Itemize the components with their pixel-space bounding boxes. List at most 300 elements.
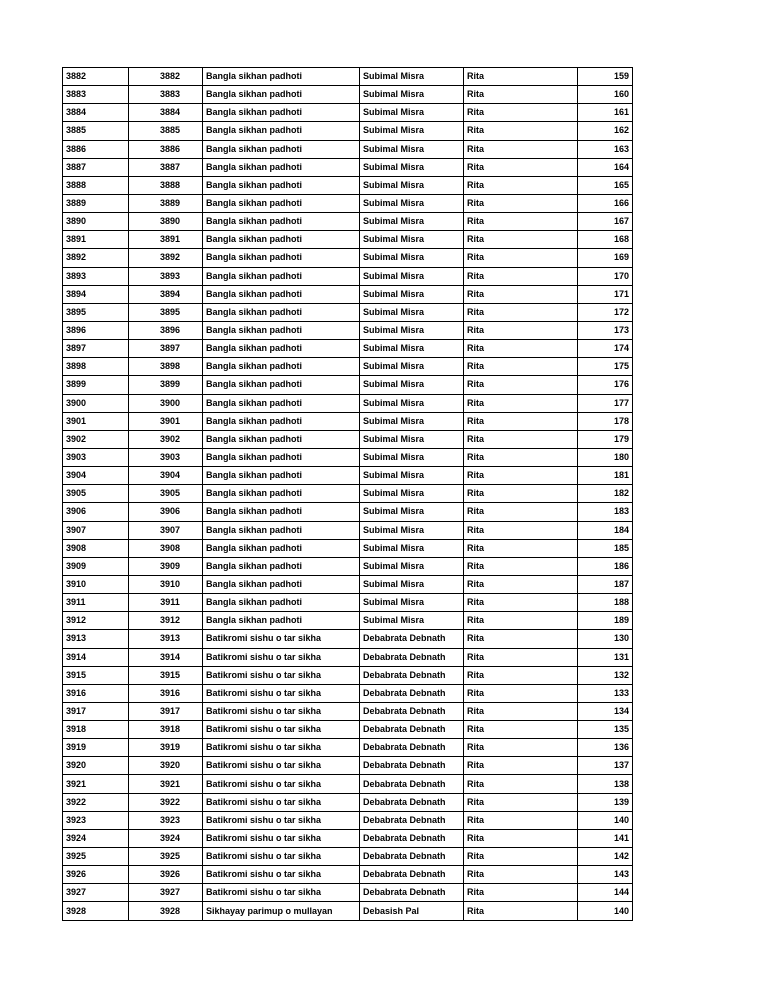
- serial-number-cell: 3905: [63, 485, 129, 503]
- serial-number-cell: 3915: [63, 666, 129, 684]
- title-cell: Batikromi sishu o tar sikha: [203, 757, 360, 775]
- author-cell: Debabrata Debnath: [360, 829, 464, 847]
- author-cell: Subimal Misra: [360, 612, 464, 630]
- publisher-cell: Rita: [464, 394, 578, 412]
- title-cell: Bangla sikhan padhoti: [203, 303, 360, 321]
- table-row: [63, 521, 633, 539]
- table-row: [63, 394, 633, 412]
- author-cell: Debabrata Debnath: [360, 848, 464, 866]
- publisher-cell: Rita: [464, 412, 578, 430]
- serial-number-cell: 3919: [63, 739, 129, 757]
- publisher-cell: Rita: [464, 303, 578, 321]
- page-count-cell: 143: [578, 866, 633, 884]
- serial-number-cell: 3898: [63, 358, 129, 376]
- author-cell: Subimal Misra: [360, 430, 464, 448]
- page-count-cell: 168: [578, 231, 633, 249]
- page-count-cell: 187: [578, 575, 633, 593]
- author-cell: Subimal Misra: [360, 140, 464, 158]
- page-count-cell: 175: [578, 358, 633, 376]
- accession-number-cell: 3892: [129, 249, 203, 267]
- page-count-cell: 160: [578, 86, 633, 104]
- publisher-cell: Rita: [464, 267, 578, 285]
- table-row: [63, 86, 633, 104]
- accession-number-cell: 3923: [129, 811, 203, 829]
- accession-number-cell: 3902: [129, 430, 203, 448]
- page-count-cell: 185: [578, 539, 633, 557]
- serial-number-cell: 3926: [63, 866, 129, 884]
- accession-number-cell: 3893: [129, 267, 203, 285]
- table-row: [63, 104, 633, 122]
- table-row: [63, 412, 633, 430]
- title-cell: Bangla sikhan padhoti: [203, 321, 360, 339]
- author-cell: Subimal Misra: [360, 539, 464, 557]
- serial-number-cell: 3901: [63, 412, 129, 430]
- publisher-cell: Rita: [464, 503, 578, 521]
- serial-number-cell: 3904: [63, 467, 129, 485]
- publisher-cell: Rita: [464, 358, 578, 376]
- serial-number-cell: 3897: [63, 340, 129, 358]
- title-cell: Bangla sikhan padhoti: [203, 485, 360, 503]
- page-count-cell: 178: [578, 412, 633, 430]
- table-row: [63, 594, 633, 612]
- accession-number-cell: 3897: [129, 340, 203, 358]
- table-row: [63, 340, 633, 358]
- publisher-cell: Rita: [464, 122, 578, 140]
- table-row: [63, 630, 633, 648]
- title-cell: Bangla sikhan padhoti: [203, 267, 360, 285]
- table-row: [63, 485, 633, 503]
- publisher-cell: Rita: [464, 811, 578, 829]
- table-row: [63, 249, 633, 267]
- serial-number-cell: 3912: [63, 612, 129, 630]
- author-cell: Subimal Misra: [360, 321, 464, 339]
- title-cell: Bangla sikhan padhoti: [203, 376, 360, 394]
- page-count-cell: 161: [578, 104, 633, 122]
- page-count-cell: 134: [578, 702, 633, 720]
- table-row: [63, 503, 633, 521]
- page-count-cell: 144: [578, 884, 633, 902]
- accession-number-cell: 3917: [129, 702, 203, 720]
- serial-number-cell: 3920: [63, 757, 129, 775]
- table-row: [63, 757, 633, 775]
- publisher-cell: Rita: [464, 194, 578, 212]
- accession-number-cell: 3916: [129, 684, 203, 702]
- table-row: [63, 557, 633, 575]
- publisher-cell: Rita: [464, 376, 578, 394]
- publisher-cell: Rita: [464, 612, 578, 630]
- title-cell: Bangla sikhan padhoti: [203, 430, 360, 448]
- page-count-cell: 176: [578, 376, 633, 394]
- table-row: [63, 140, 633, 158]
- title-cell: Bangla sikhan padhoti: [203, 194, 360, 212]
- author-cell: Subimal Misra: [360, 231, 464, 249]
- table-row: [63, 702, 633, 720]
- title-cell: Bangla sikhan padhoti: [203, 358, 360, 376]
- publisher-cell: Rita: [464, 321, 578, 339]
- title-cell: Batikromi sishu o tar sikha: [203, 739, 360, 757]
- page-count-cell: 163: [578, 140, 633, 158]
- table-row: [63, 648, 633, 666]
- author-cell: Subimal Misra: [360, 557, 464, 575]
- publisher-cell: Rita: [464, 575, 578, 593]
- publisher-cell: Rita: [464, 467, 578, 485]
- author-cell: Subimal Misra: [360, 303, 464, 321]
- title-cell: Bangla sikhan padhoti: [203, 122, 360, 140]
- title-cell: Batikromi sishu o tar sikha: [203, 666, 360, 684]
- page-count-cell: 142: [578, 848, 633, 866]
- serial-number-cell: 3924: [63, 829, 129, 847]
- serial-number-cell: 3888: [63, 176, 129, 194]
- table-row: [63, 721, 633, 739]
- accession-number-cell: 3914: [129, 648, 203, 666]
- serial-number-cell: 3893: [63, 267, 129, 285]
- publisher-cell: Rita: [464, 104, 578, 122]
- author-cell: Subimal Misra: [360, 358, 464, 376]
- author-cell: Subimal Misra: [360, 285, 464, 303]
- serial-number-cell: 3885: [63, 122, 129, 140]
- publisher-cell: Rita: [464, 884, 578, 902]
- title-cell: Bangla sikhan padhoti: [203, 231, 360, 249]
- accession-number-cell: 3919: [129, 739, 203, 757]
- table-row: [63, 303, 633, 321]
- serial-number-cell: 3882: [63, 68, 129, 86]
- title-cell: Bangla sikhan padhoti: [203, 68, 360, 86]
- serial-number-cell: 3887: [63, 158, 129, 176]
- author-cell: Subimal Misra: [360, 340, 464, 358]
- title-cell: Batikromi sishu o tar sikha: [203, 884, 360, 902]
- record-table-body: [63, 68, 633, 921]
- table-row: [63, 684, 633, 702]
- serial-number-cell: 3883: [63, 86, 129, 104]
- title-cell: Batikromi sishu o tar sikha: [203, 721, 360, 739]
- publisher-cell: Rita: [464, 249, 578, 267]
- publisher-cell: Rita: [464, 213, 578, 231]
- author-cell: Debabrata Debnath: [360, 721, 464, 739]
- page-count-cell: 177: [578, 394, 633, 412]
- page-count-cell: 162: [578, 122, 633, 140]
- page-count-cell: 174: [578, 340, 633, 358]
- publisher-cell: Rita: [464, 140, 578, 158]
- serial-number-cell: 3917: [63, 702, 129, 720]
- table-row: [63, 539, 633, 557]
- title-cell: Sikhayay parimup o mullayan: [203, 902, 360, 920]
- title-cell: Batikromi sishu o tar sikha: [203, 702, 360, 720]
- author-cell: Subimal Misra: [360, 176, 464, 194]
- table-row: [63, 213, 633, 231]
- serial-number-cell: 3916: [63, 684, 129, 702]
- title-cell: Batikromi sishu o tar sikha: [203, 811, 360, 829]
- page-count-cell: 173: [578, 321, 633, 339]
- serial-number-cell: 3890: [63, 213, 129, 231]
- accession-number-cell: 3910: [129, 575, 203, 593]
- title-cell: Bangla sikhan padhoti: [203, 594, 360, 612]
- accession-number-cell: 3918: [129, 721, 203, 739]
- accession-number-cell: 3888: [129, 176, 203, 194]
- author-cell: Debabrata Debnath: [360, 666, 464, 684]
- title-cell: Bangla sikhan padhoti: [203, 521, 360, 539]
- page-count-cell: 132: [578, 666, 633, 684]
- author-cell: Debabrata Debnath: [360, 793, 464, 811]
- title-cell: Bangla sikhan padhoti: [203, 557, 360, 575]
- publisher-cell: Rita: [464, 594, 578, 612]
- author-cell: Subimal Misra: [360, 467, 464, 485]
- page-count-cell: 140: [578, 902, 633, 920]
- accession-number-cell: 3886: [129, 140, 203, 158]
- title-cell: Bangla sikhan padhoti: [203, 412, 360, 430]
- page-count-cell: 164: [578, 158, 633, 176]
- publisher-cell: Rita: [464, 539, 578, 557]
- title-cell: Bangla sikhan padhoti: [203, 503, 360, 521]
- publisher-cell: Rita: [464, 775, 578, 793]
- author-cell: Debabrata Debnath: [360, 775, 464, 793]
- title-cell: Batikromi sishu o tar sikha: [203, 829, 360, 847]
- serial-number-cell: 3908: [63, 539, 129, 557]
- author-cell: Subimal Misra: [360, 485, 464, 503]
- page-count-cell: 166: [578, 194, 633, 212]
- title-cell: Bangla sikhan padhoti: [203, 467, 360, 485]
- accession-number-cell: 3889: [129, 194, 203, 212]
- author-cell: Subimal Misra: [360, 86, 464, 104]
- page-count-cell: 131: [578, 648, 633, 666]
- page-count-cell: 136: [578, 739, 633, 757]
- page-count-cell: 184: [578, 521, 633, 539]
- page-count-cell: 172: [578, 303, 633, 321]
- title-cell: Bangla sikhan padhoti: [203, 285, 360, 303]
- accession-number-cell: 3882: [129, 68, 203, 86]
- accession-number-cell: 3898: [129, 358, 203, 376]
- publisher-cell: Rita: [464, 430, 578, 448]
- author-cell: Debabrata Debnath: [360, 702, 464, 720]
- publisher-cell: Rita: [464, 757, 578, 775]
- accession-number-cell: 3924: [129, 829, 203, 847]
- author-cell: Subimal Misra: [360, 394, 464, 412]
- author-cell: Debasish Pal: [360, 902, 464, 920]
- author-cell: Subimal Misra: [360, 448, 464, 466]
- author-cell: Subimal Misra: [360, 249, 464, 267]
- author-cell: Subimal Misra: [360, 412, 464, 430]
- accession-number-cell: 3904: [129, 467, 203, 485]
- accession-number-cell: 3891: [129, 231, 203, 249]
- serial-number-cell: 3913: [63, 630, 129, 648]
- title-cell: Batikromi sishu o tar sikha: [203, 866, 360, 884]
- accession-number-cell: 3909: [129, 557, 203, 575]
- author-cell: Debabrata Debnath: [360, 648, 464, 666]
- publisher-cell: Rita: [464, 340, 578, 358]
- record-table: [62, 67, 633, 921]
- serial-number-cell: 3884: [63, 104, 129, 122]
- table-row: [63, 829, 633, 847]
- publisher-cell: Rita: [464, 68, 578, 86]
- page-count-cell: 179: [578, 430, 633, 448]
- table-row: [63, 793, 633, 811]
- publisher-cell: Rita: [464, 176, 578, 194]
- accession-number-cell: 3890: [129, 213, 203, 231]
- serial-number-cell: 3896: [63, 321, 129, 339]
- title-cell: Batikromi sishu o tar sikha: [203, 648, 360, 666]
- page-count-cell: 138: [578, 775, 633, 793]
- page-count-cell: 165: [578, 176, 633, 194]
- publisher-cell: Rita: [464, 721, 578, 739]
- author-cell: Debabrata Debnath: [360, 884, 464, 902]
- accession-number-cell: 3903: [129, 448, 203, 466]
- page-count-cell: 170: [578, 267, 633, 285]
- page-count-cell: 169: [578, 249, 633, 267]
- table-row: [63, 448, 633, 466]
- page-count-cell: 167: [578, 213, 633, 231]
- page-count-cell: 183: [578, 503, 633, 521]
- accession-number-cell: 3905: [129, 485, 203, 503]
- serial-number-cell: 3922: [63, 793, 129, 811]
- author-cell: Subimal Misra: [360, 267, 464, 285]
- author-cell: Debabrata Debnath: [360, 757, 464, 775]
- table-row: [63, 811, 633, 829]
- table-row: [63, 775, 633, 793]
- page-count-cell: 188: [578, 594, 633, 612]
- accession-number-cell: 3921: [129, 775, 203, 793]
- title-cell: Batikromi sishu o tar sikha: [203, 630, 360, 648]
- table-row: [63, 430, 633, 448]
- table-row: [63, 575, 633, 593]
- publisher-cell: Rita: [464, 158, 578, 176]
- serial-number-cell: 3895: [63, 303, 129, 321]
- table-row: [63, 158, 633, 176]
- title-cell: Bangla sikhan padhoti: [203, 612, 360, 630]
- serial-number-cell: 3910: [63, 575, 129, 593]
- accession-number-cell: 3894: [129, 285, 203, 303]
- publisher-cell: Rita: [464, 829, 578, 847]
- publisher-cell: Rita: [464, 448, 578, 466]
- page-count-cell: 189: [578, 612, 633, 630]
- title-cell: Bangla sikhan padhoti: [203, 575, 360, 593]
- page-count-cell: 171: [578, 285, 633, 303]
- table-row: [63, 267, 633, 285]
- title-cell: Bangla sikhan padhoti: [203, 176, 360, 194]
- publisher-cell: Rita: [464, 485, 578, 503]
- accession-number-cell: 3912: [129, 612, 203, 630]
- page-count-cell: 180: [578, 448, 633, 466]
- page-count-cell: 141: [578, 829, 633, 847]
- accession-number-cell: 3913: [129, 630, 203, 648]
- accession-number-cell: 3922: [129, 793, 203, 811]
- page-count-cell: 139: [578, 793, 633, 811]
- page-count-cell: 137: [578, 757, 633, 775]
- accession-number-cell: 3895: [129, 303, 203, 321]
- publisher-cell: Rita: [464, 666, 578, 684]
- serial-number-cell: 3892: [63, 249, 129, 267]
- serial-number-cell: 3909: [63, 557, 129, 575]
- publisher-cell: Rita: [464, 630, 578, 648]
- author-cell: Subimal Misra: [360, 575, 464, 593]
- table-row: [63, 902, 633, 920]
- serial-number-cell: 3911: [63, 594, 129, 612]
- title-cell: Bangla sikhan padhoti: [203, 394, 360, 412]
- accession-number-cell: 3926: [129, 866, 203, 884]
- serial-number-cell: 3927: [63, 884, 129, 902]
- author-cell: Debabrata Debnath: [360, 630, 464, 648]
- publisher-cell: Rita: [464, 521, 578, 539]
- accession-number-cell: 3925: [129, 848, 203, 866]
- table-row: [63, 666, 633, 684]
- publisher-cell: Rita: [464, 648, 578, 666]
- publisher-cell: Rita: [464, 231, 578, 249]
- publisher-cell: Rita: [464, 793, 578, 811]
- author-cell: Debabrata Debnath: [360, 684, 464, 702]
- serial-number-cell: 3906: [63, 503, 129, 521]
- table-row: [63, 68, 633, 86]
- accession-number-cell: 3907: [129, 521, 203, 539]
- page-count-cell: 182: [578, 485, 633, 503]
- serial-number-cell: 3894: [63, 285, 129, 303]
- accession-number-cell: 3906: [129, 503, 203, 521]
- table-row: [63, 866, 633, 884]
- accession-number-cell: 3884: [129, 104, 203, 122]
- table-row: [63, 358, 633, 376]
- serial-number-cell: 3903: [63, 448, 129, 466]
- serial-number-cell: 3925: [63, 848, 129, 866]
- table-row: [63, 884, 633, 902]
- title-cell: Bangla sikhan padhoti: [203, 104, 360, 122]
- publisher-cell: Rita: [464, 285, 578, 303]
- page-count-cell: 133: [578, 684, 633, 702]
- accession-number-cell: 3900: [129, 394, 203, 412]
- author-cell: Subimal Misra: [360, 68, 464, 86]
- accession-number-cell: 3927: [129, 884, 203, 902]
- serial-number-cell: 3918: [63, 721, 129, 739]
- page-count-cell: 181: [578, 467, 633, 485]
- table-row: [63, 739, 633, 757]
- title-cell: Bangla sikhan padhoti: [203, 448, 360, 466]
- author-cell: Subimal Misra: [360, 213, 464, 231]
- page-count-cell: 186: [578, 557, 633, 575]
- serial-number-cell: 3923: [63, 811, 129, 829]
- author-cell: Debabrata Debnath: [360, 866, 464, 884]
- serial-number-cell: 3907: [63, 521, 129, 539]
- title-cell: Bangla sikhan padhoti: [203, 249, 360, 267]
- serial-number-cell: 3889: [63, 194, 129, 212]
- accession-number-cell: 3915: [129, 666, 203, 684]
- table-row: [63, 176, 633, 194]
- publisher-cell: Rita: [464, 86, 578, 104]
- serial-number-cell: 3886: [63, 140, 129, 158]
- author-cell: Subimal Misra: [360, 503, 464, 521]
- accession-number-cell: 3887: [129, 158, 203, 176]
- title-cell: Bangla sikhan padhoti: [203, 539, 360, 557]
- accession-number-cell: 3896: [129, 321, 203, 339]
- table-row: [63, 612, 633, 630]
- title-cell: Batikromi sishu o tar sikha: [203, 848, 360, 866]
- page-count-cell: 140: [578, 811, 633, 829]
- author-cell: Debabrata Debnath: [360, 739, 464, 757]
- page-count-cell: 130: [578, 630, 633, 648]
- table-row: [63, 231, 633, 249]
- title-cell: Bangla sikhan padhoti: [203, 158, 360, 176]
- accession-number-cell: 3901: [129, 412, 203, 430]
- publisher-cell: Rita: [464, 866, 578, 884]
- serial-number-cell: 3928: [63, 902, 129, 920]
- accession-number-cell: 3920: [129, 757, 203, 775]
- serial-number-cell: 3914: [63, 648, 129, 666]
- serial-number-cell: 3899: [63, 376, 129, 394]
- author-cell: Debabrata Debnath: [360, 811, 464, 829]
- accession-number-cell: 3928: [129, 902, 203, 920]
- title-cell: Bangla sikhan padhoti: [203, 140, 360, 158]
- table-row: [63, 848, 633, 866]
- author-cell: Subimal Misra: [360, 521, 464, 539]
- author-cell: Subimal Misra: [360, 194, 464, 212]
- serial-number-cell: 3902: [63, 430, 129, 448]
- author-cell: Subimal Misra: [360, 376, 464, 394]
- serial-number-cell: 3900: [63, 394, 129, 412]
